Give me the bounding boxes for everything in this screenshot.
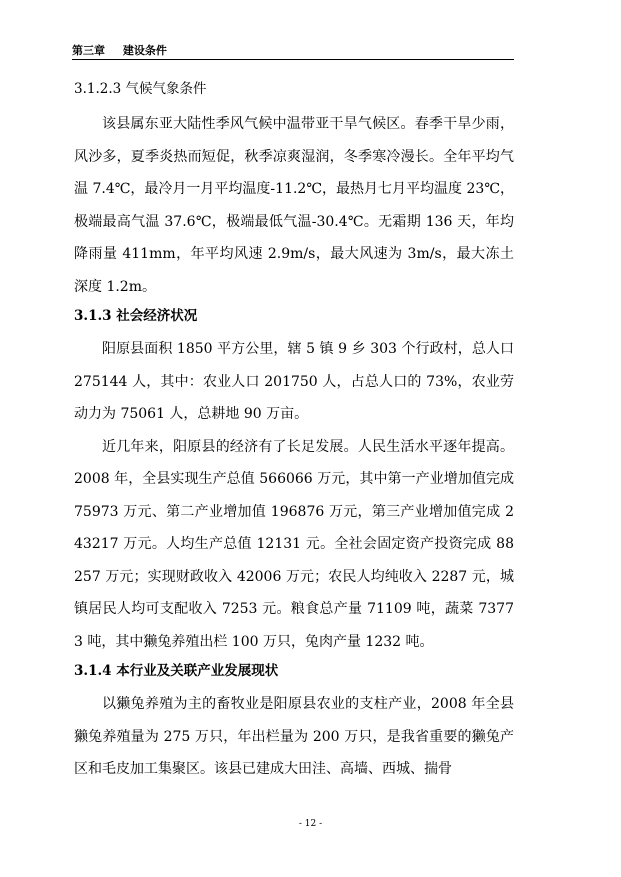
paragraph: 以獭兔养殖为主的畜牧业是阳原县农业的支柱产业，2008 年全县獭兔养殖量为 275 万只，年出栏量为 200 万只，是我省重要的獭兔产区和毛皮加工集聚区。该县已建成大田洼、高墙、西城、揣骨 — [74, 696, 514, 777]
page-number: - 12 - — [298, 819, 323, 829]
section-socioeconomic — [74, 305, 514, 658]
section-heading: 3.1.2.3 气候气象条件 — [74, 81, 207, 97]
chapter-label: 第三章 — [72, 44, 105, 57]
document-body — [74, 78, 514, 786]
paragraph: 近几年来，阳原县的经济有了长足发展。人民生活水平逐年提高。2008 年，全县实现生产总值 566066 万元，其中第一产业增加值完成 75973 万元、第二产业增加值 196876 万元，第三产业增加值完成 243217 万元。人均生产总值 12131 元。全社会固定资产投资完成 88257 万元；实现财政收入 42006 万元；农民人均纯收入 2287 元，城镇居民人均可支配收入 7253 元。粮食总产量 71109 吨，蔬菜 73773 吨，其中獭兔养殖出栏 100 万只，兔肉产量 1232 吨。 — [74, 438, 514, 650]
paragraph: 阳原县面积 1850 平方公里，辖 5 镇 9 乡 303 个行政村，总人口 275144 人，其中：农业人口 201750 人，占总人口的 73%，农业劳动力为 75061 人，总耕地 90 万亩。 — [74, 341, 514, 422]
chapter-title: 建设条件 — [122, 44, 167, 57]
section-heading: 3.1.4 本行业及关联产业发展现状 — [74, 663, 279, 679]
section-climate — [74, 78, 514, 303]
section-heading: 3.1.3 社会经济状况 — [74, 308, 198, 324]
page-header — [72, 42, 181, 58]
paragraph: 该县属东亚大陆性季风气候中温带亚干旱气候区。春季干旱少雨，风沙多，夏季炎热而短促，秋季凉爽湿润，冬季寒冷漫长。全年平均气温 7.4℃，最冷月一月平均温度-11.2℃，最热月七月平均温度 23℃，极端最高气温 37.6℃，极端最低气温-30.4℃。无霜期 136 天，年均降雨量 411mm，年平均风速 2.9m/s，最大风速为 3m/s，最大冻土深度 1.2m。 — [74, 116, 514, 295]
header-rule — [72, 59, 514, 60]
section-industry — [74, 660, 514, 786]
